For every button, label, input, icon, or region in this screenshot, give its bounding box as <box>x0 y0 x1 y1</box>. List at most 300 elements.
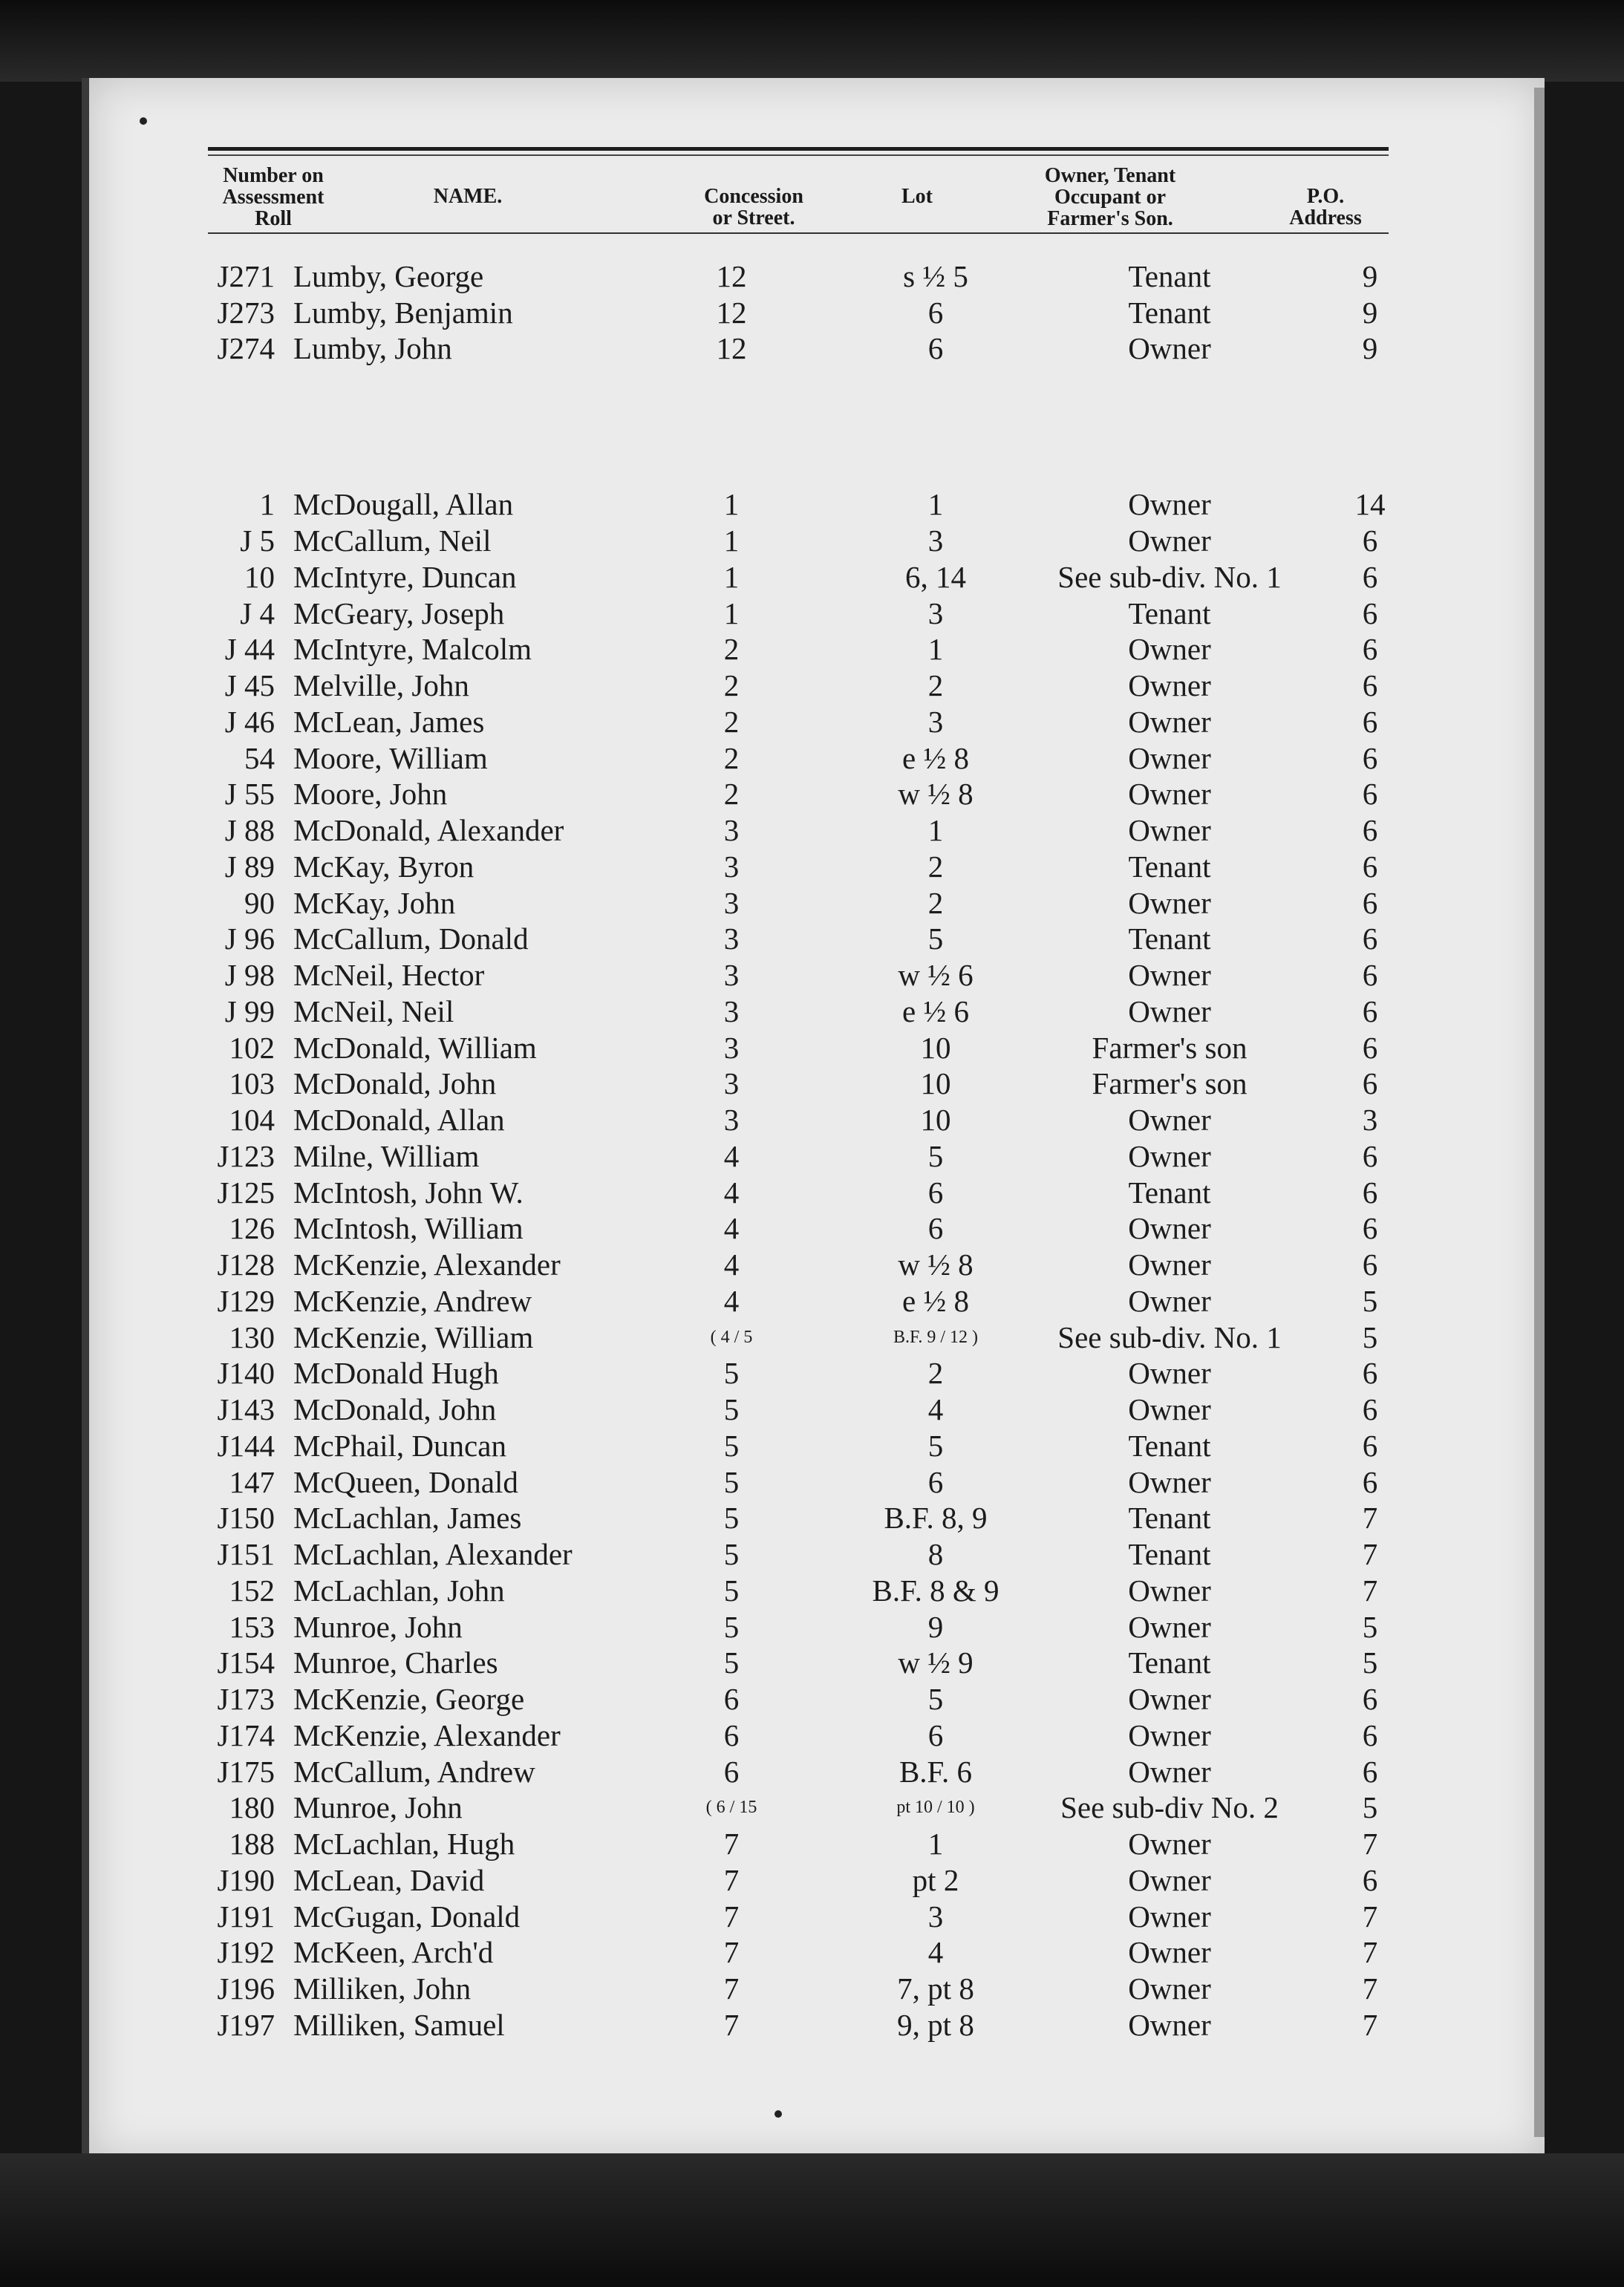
concession: 5 <box>723 1645 740 1680</box>
concession: ( 4 / 5 <box>710 1328 753 1347</box>
tenure: Tenant <box>1128 259 1211 293</box>
po-address: 5 <box>1362 1320 1378 1354</box>
table-row <box>0 668 1624 704</box>
lot: 10 <box>920 1103 951 1137</box>
table-row <box>0 523 1624 559</box>
po-address: 6 <box>1362 849 1378 884</box>
tenure: Owner <box>1128 668 1211 702</box>
person-name: McKenzie, Alexander <box>293 1718 561 1752</box>
po-address: 6 <box>1362 668 1378 702</box>
person-name: McCallum, Andrew <box>293 1755 535 1789</box>
po-address: 6 <box>1362 560 1378 594</box>
header-owner: Owner, Tenant Occupant or Farmer's Son. <box>1044 164 1176 230</box>
roll-number: J 4 <box>240 596 275 630</box>
person-name: McIntyre, Duncan <box>293 560 517 594</box>
table-row <box>0 740 1624 777</box>
concession: 3 <box>723 958 740 992</box>
table-row <box>0 486 1624 523</box>
person-name: McDonald Hugh <box>293 1356 499 1390</box>
roll-number: 104 <box>229 1103 275 1137</box>
table-row <box>0 812 1624 849</box>
table-row <box>0 295 1624 331</box>
person-name: McNeil, Hector <box>293 958 485 992</box>
tenure: Tenant <box>1128 296 1211 330</box>
table-row <box>0 559 1624 596</box>
roll-number: J143 <box>217 1392 275 1426</box>
person-name: McIntyre, Malcolm <box>293 632 532 666</box>
roll-number: J192 <box>217 1935 275 1969</box>
tenure: Owner <box>1128 1827 1211 1861</box>
person-name: McDonald, William <box>293 1031 537 1065</box>
po-address: 6 <box>1362 1211 1378 1245</box>
tenure: Owner <box>1128 705 1211 739</box>
table-row <box>0 631 1624 668</box>
roll-number: J125 <box>217 1175 275 1210</box>
po-address: 7 <box>1362 2008 1378 2042</box>
roll-number: J154 <box>217 1645 275 1680</box>
lot: 1 <box>927 1827 944 1861</box>
table-row <box>0 330 1624 367</box>
roll-number: J 55 <box>224 777 275 811</box>
concession: 7 <box>723 1935 740 1969</box>
po-address: 14 <box>1354 487 1386 521</box>
table-row <box>0 1573 1624 1609</box>
tenure: Tenant <box>1128 1645 1211 1680</box>
lot: pt 2 <box>912 1863 959 1897</box>
concession: 3 <box>723 1031 740 1065</box>
tenure: Owner <box>1128 1139 1211 1173</box>
roll-number: 102 <box>229 1031 275 1065</box>
lot: w ½ 6 <box>898 958 974 992</box>
po-address: 6 <box>1362 1175 1378 1210</box>
po-address: 6 <box>1362 523 1378 558</box>
person-name: Lumby, John <box>293 331 452 365</box>
roll-number: 103 <box>229 1066 275 1100</box>
table-row <box>0 1066 1624 1102</box>
lot: 2 <box>927 886 944 920</box>
person-name: Munroe, John <box>293 1790 463 1824</box>
concession: 3 <box>723 1103 740 1137</box>
lot: 2 <box>927 849 944 884</box>
tenure: Owner <box>1128 523 1211 558</box>
lot: 5 <box>927 1429 944 1463</box>
tenure: Owner <box>1128 1682 1211 1716</box>
person-name: Lumby, Benjamin <box>293 296 513 330</box>
lot: e ½ 8 <box>902 1284 969 1318</box>
po-address: 6 <box>1362 1429 1378 1463</box>
concession: 12 <box>716 296 747 330</box>
concession: 5 <box>723 1537 740 1571</box>
roll-number: J197 <box>217 2008 275 2042</box>
person-name: Melville, John <box>293 668 469 702</box>
roll-number: J 44 <box>224 632 275 666</box>
person-name: Munroe, Charles <box>293 1645 498 1680</box>
table-row <box>0 596 1624 632</box>
lot: w ½ 8 <box>898 1247 974 1282</box>
concession: 3 <box>723 849 740 884</box>
po-address: 3 <box>1362 1103 1378 1137</box>
table-row <box>0 1428 1624 1464</box>
tenure: Owner <box>1128 1935 1211 1969</box>
tenure: Owner <box>1128 741 1211 775</box>
roll-number: J173 <box>217 1682 275 1716</box>
table-row <box>0 1102 1624 1138</box>
table-row <box>0 1934 1624 1971</box>
person-name: McIntosh, John W. <box>293 1175 524 1210</box>
lot: 1 <box>927 487 944 521</box>
table-row <box>0 776 1624 812</box>
roll-number: J 45 <box>224 668 275 702</box>
lot: 8 <box>927 1537 944 1571</box>
roll-number: J196 <box>217 1971 275 2006</box>
header-rule-top-thin <box>208 154 1389 156</box>
roll-number: 130 <box>229 1320 275 1354</box>
roll-number: J 89 <box>224 849 275 884</box>
tenure: Owner <box>1128 1284 1211 1318</box>
concession: 5 <box>723 1610 740 1644</box>
roll-number: J 88 <box>224 813 275 847</box>
table-row <box>0 1826 1624 1862</box>
lot: e ½ 8 <box>902 741 969 775</box>
table-row <box>0 1175 1624 1211</box>
concession: 5 <box>723 1501 740 1535</box>
concession: 5 <box>723 1392 740 1426</box>
lot: 7, pt 8 <box>897 1971 974 2006</box>
concession: 5 <box>723 1465 740 1499</box>
concession: 7 <box>723 1899 740 1934</box>
lot: 3 <box>927 596 944 630</box>
tenure: Owner <box>1128 994 1211 1028</box>
roll-number: J273 <box>217 296 275 330</box>
roll-number: J150 <box>217 1501 275 1535</box>
lot: B.F. 9 / 12 ) <box>893 1328 979 1347</box>
concession: 3 <box>723 813 740 847</box>
person-name: McKenzie, George <box>293 1682 525 1716</box>
person-name: McKenzie, Andrew <box>293 1284 532 1318</box>
tenure: Owner <box>1128 1863 1211 1897</box>
tenure: Owner <box>1128 632 1211 666</box>
po-address: 9 <box>1362 259 1378 293</box>
lot: B.F. 6 <box>899 1755 973 1789</box>
lot: 3 <box>927 1899 944 1934</box>
lot: 2 <box>927 668 944 702</box>
roll-number: 188 <box>229 1827 275 1861</box>
person-name: McLean, James <box>293 705 485 739</box>
roll-number: 1 <box>259 487 275 521</box>
po-address: 6 <box>1362 596 1378 630</box>
scan-border-top <box>0 0 1624 82</box>
table-row <box>0 2007 1624 2043</box>
po-address: 6 <box>1362 777 1378 811</box>
table-row <box>0 1210 1624 1247</box>
person-name: Milne, William <box>293 1139 480 1173</box>
po-address: 6 <box>1362 1247 1378 1282</box>
concession: 4 <box>723 1139 740 1173</box>
concession: 6 <box>723 1718 740 1752</box>
lot: 6 <box>927 331 944 365</box>
concession: 6 <box>723 1682 740 1716</box>
po-address: 6 <box>1362 1465 1378 1499</box>
concession: 1 <box>723 560 740 594</box>
po-address: 6 <box>1362 1066 1378 1100</box>
table-row <box>0 1319 1624 1356</box>
table-row <box>0 704 1624 740</box>
table-row <box>0 921 1624 957</box>
table-row <box>0 1247 1624 1283</box>
person-name: McQueen, Donald <box>293 1465 518 1499</box>
concession: 4 <box>723 1211 740 1245</box>
person-name: McKenzie, Alexander <box>293 1247 561 1282</box>
person-name: McGugan, Donald <box>293 1899 521 1934</box>
tenure: Owner <box>1128 1755 1211 1789</box>
po-address: 5 <box>1362 1790 1378 1824</box>
po-address: 6 <box>1362 1863 1378 1897</box>
tenure: Owner <box>1128 777 1211 811</box>
concession: 7 <box>723 1827 740 1861</box>
tenure: Owner <box>1128 1465 1211 1499</box>
person-name: McIntosh, William <box>293 1211 524 1245</box>
person-name: McKay, John <box>293 886 456 920</box>
table-row <box>0 1899 1624 1935</box>
lot: 4 <box>927 1392 944 1426</box>
lot: 5 <box>927 1682 944 1716</box>
person-name: McKeen, Arch'd <box>293 1935 494 1969</box>
concession: 2 <box>723 741 740 775</box>
header-lot: Lot <box>901 185 933 208</box>
roll-number: J191 <box>217 1899 275 1934</box>
tenure: Tenant <box>1128 596 1211 630</box>
header-rule-top <box>208 147 1389 151</box>
table-row <box>0 1971 1624 2007</box>
person-name: McKenzie, William <box>293 1320 534 1354</box>
po-address: 6 <box>1362 1755 1378 1789</box>
person-name: McDonald, John <box>293 1392 497 1426</box>
person-name: McDonald, Alexander <box>293 813 564 847</box>
tenure: Owner <box>1128 1247 1211 1282</box>
po-address: 7 <box>1362 1827 1378 1861</box>
person-name: McGeary, Joseph <box>293 596 505 630</box>
person-name: McLachlan, John <box>293 1573 505 1608</box>
lot: 9 <box>927 1610 944 1644</box>
lot: 10 <box>920 1066 951 1100</box>
lot: 4 <box>927 1935 944 1969</box>
tenure: Tenant <box>1128 1429 1211 1463</box>
concession: 5 <box>723 1573 740 1608</box>
tenure: Owner <box>1128 886 1211 920</box>
table-row <box>0 1790 1624 1826</box>
lot: B.F. 8, 9 <box>884 1501 988 1535</box>
lot: 3 <box>927 705 944 739</box>
person-name: McNeil, Neil <box>293 994 454 1028</box>
lot: w ½ 9 <box>898 1645 974 1680</box>
roll-number: J129 <box>217 1284 275 1318</box>
roll-number: J190 <box>217 1863 275 1897</box>
concession: 5 <box>723 1429 740 1463</box>
person-name: McDonald, John <box>293 1066 497 1100</box>
po-address: 6 <box>1362 1392 1378 1426</box>
tenure: Owner <box>1128 1211 1211 1245</box>
lot: 6 <box>927 1465 944 1499</box>
concession: 7 <box>723 1971 740 2006</box>
lot: 2 <box>927 1356 944 1390</box>
tenure: Tenant <box>1128 849 1211 884</box>
po-address: 6 <box>1362 921 1378 956</box>
person-name: McLachlan, James <box>293 1501 522 1535</box>
po-address: 6 <box>1362 813 1378 847</box>
lot: 6 <box>927 296 944 330</box>
concession: 4 <box>723 1247 740 1282</box>
lot: 1 <box>927 632 944 666</box>
po-address: 6 <box>1362 1356 1378 1390</box>
person-name: McLean, David <box>293 1863 485 1897</box>
po-address: 6 <box>1362 994 1378 1028</box>
header-name: NAME. <box>433 185 503 208</box>
roll-number: 90 <box>244 886 275 920</box>
table-row <box>0 1030 1624 1066</box>
po-address: 5 <box>1362 1645 1378 1680</box>
tenure: Tenant <box>1128 1175 1211 1210</box>
po-address: 7 <box>1362 1899 1378 1934</box>
roll-number: 152 <box>229 1573 275 1608</box>
lot: 5 <box>927 921 944 956</box>
po-address: 7 <box>1362 1537 1378 1571</box>
tenure: Owner <box>1128 1573 1211 1608</box>
table-row <box>0 1500 1624 1536</box>
concession: 1 <box>723 596 740 630</box>
concession: 2 <box>723 668 740 702</box>
tenure: Owner <box>1128 1392 1211 1426</box>
header-number: Number on Assessment Roll <box>222 164 325 230</box>
po-address: 5 <box>1362 1610 1378 1644</box>
po-address: 6 <box>1362 886 1378 920</box>
po-address: 6 <box>1362 632 1378 666</box>
lot: 9, pt 8 <box>897 2008 974 2042</box>
po-address: 6 <box>1362 1031 1378 1065</box>
tenure: See sub-div. No. 1 <box>1057 1320 1282 1354</box>
roll-number: J274 <box>217 331 275 365</box>
roll-number: J 99 <box>224 994 275 1028</box>
header-po: P.O. Address <box>1289 185 1362 229</box>
po-address: 6 <box>1362 705 1378 739</box>
person-name: McLachlan, Alexander <box>293 1537 573 1571</box>
table-row <box>0 1645 1624 1681</box>
concession: 1 <box>723 523 740 558</box>
person-name: McCallum, Neil <box>293 523 492 558</box>
roll-number: 54 <box>244 741 275 775</box>
header-concession: Concession or Street. <box>704 185 803 229</box>
po-address: 6 <box>1362 1682 1378 1716</box>
lot: w ½ 8 <box>898 777 974 811</box>
person-name: McDonald, Allan <box>293 1103 505 1137</box>
lot: B.F. 8 & 9 <box>872 1573 999 1608</box>
po-address: 7 <box>1362 1573 1378 1608</box>
tenure: Owner <box>1128 1356 1211 1390</box>
concession: 3 <box>723 886 740 920</box>
concession: 4 <box>723 1175 740 1210</box>
tenure: Farmer's son <box>1092 1031 1248 1065</box>
concession: 3 <box>723 1066 740 1100</box>
tenure: Owner <box>1128 1610 1211 1644</box>
person-name: Moore, William <box>293 741 488 775</box>
tenure: Owner <box>1128 1971 1211 2006</box>
table-row <box>0 957 1624 994</box>
concession: 2 <box>723 777 740 811</box>
po-address: 7 <box>1362 1935 1378 1969</box>
tenure: Tenant <box>1128 921 1211 956</box>
table-row <box>0 1355 1624 1392</box>
table-row <box>0 1283 1624 1319</box>
header-rule-bottom <box>208 232 1389 234</box>
po-address: 7 <box>1362 1971 1378 2006</box>
tenure: Owner <box>1128 1899 1211 1934</box>
lot: 6 <box>927 1211 944 1245</box>
tenure: Farmer's son <box>1092 1066 1248 1100</box>
lot: 6, 14 <box>905 560 966 594</box>
roll-number: J 96 <box>224 921 275 956</box>
lot: 6 <box>927 1718 944 1752</box>
tenure: Tenant <box>1128 1537 1211 1571</box>
tenure: Owner <box>1128 2008 1211 2042</box>
person-name: Moore, John <box>293 777 448 811</box>
concession: 3 <box>723 994 740 1028</box>
po-address: 9 <box>1362 331 1378 365</box>
person-name: Milliken, Samuel <box>293 2008 505 2042</box>
concession: 7 <box>723 2008 740 2042</box>
roll-number: J144 <box>217 1429 275 1463</box>
concession: ( 6 / 15 <box>705 1798 757 1817</box>
concession: 12 <box>716 331 747 365</box>
table-row <box>0 1609 1624 1645</box>
tenure: Tenant <box>1128 1501 1211 1535</box>
concession: 12 <box>716 259 747 293</box>
concession: 1 <box>723 487 740 521</box>
concession: 2 <box>723 705 740 739</box>
lot: 10 <box>920 1031 951 1065</box>
roll-number: J128 <box>217 1247 275 1282</box>
table-row <box>0 1138 1624 1175</box>
table-row <box>0 1754 1624 1790</box>
person-name: McPhail, Duncan <box>293 1429 506 1463</box>
lot: s ½ 5 <box>903 259 968 293</box>
roll-number: J123 <box>217 1139 275 1173</box>
person-name: McCallum, Donald <box>293 921 529 956</box>
concession: 5 <box>723 1356 740 1390</box>
table-row <box>0 1392 1624 1428</box>
lot: 3 <box>927 523 944 558</box>
roll-number: J140 <box>217 1356 275 1390</box>
person-name: Milliken, John <box>293 1971 472 2006</box>
table-row <box>0 849 1624 885</box>
roll-number: 153 <box>229 1610 275 1644</box>
tenure: See sub-div No. 2 <box>1060 1790 1279 1824</box>
po-address: 9 <box>1362 296 1378 330</box>
roll-number: J174 <box>217 1718 275 1752</box>
tenure: Owner <box>1128 958 1211 992</box>
po-address: 6 <box>1362 741 1378 775</box>
roll-number: J271 <box>217 259 275 293</box>
lot: 5 <box>927 1139 944 1173</box>
tenure: Owner <box>1128 1103 1211 1137</box>
lot: 6 <box>927 1175 944 1210</box>
table-row <box>0 885 1624 921</box>
po-address: 7 <box>1362 1501 1378 1535</box>
tenure: See sub-div. No. 1 <box>1057 560 1282 594</box>
roll-number: J 46 <box>224 705 275 739</box>
tenure: Owner <box>1128 813 1211 847</box>
tenure: Owner <box>1128 487 1211 521</box>
person-name: McLachlan, Hugh <box>293 1827 515 1861</box>
table-row <box>0 1862 1624 1899</box>
